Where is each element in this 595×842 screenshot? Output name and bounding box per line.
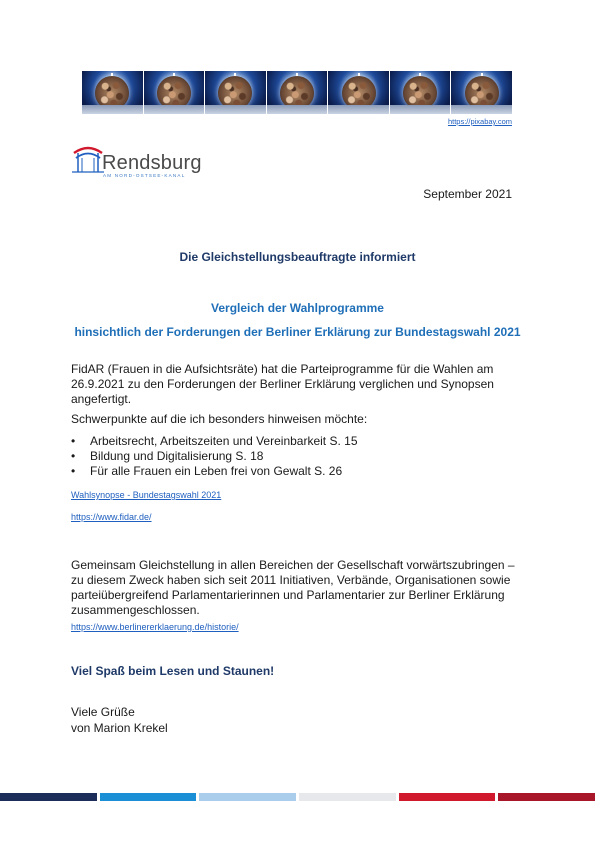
logo-wordmark: Rendsburg: [102, 152, 202, 174]
globe-faces-image: [267, 71, 328, 114]
closing-line: Viel Spaß beim Lesen und Staunen!: [71, 664, 275, 678]
page-title: Die Gleichstellungsbeauftragte informiert: [179, 250, 416, 264]
synopsis-link[interactable]: Wahlsynopse - Bundestagswahl 2021: [71, 490, 222, 500]
footer-stripe: [100, 793, 197, 801]
bullet-icon: •: [71, 449, 76, 463]
footer-stripes: [0, 793, 595, 801]
signature: von Marion Krekel: [71, 721, 168, 735]
globe-faces-image: [390, 71, 451, 114]
globe-faces-image: [144, 71, 205, 114]
footer-stripe: [299, 793, 396, 801]
list-item-text: Bildung und Digitalisierung S. 18: [90, 449, 264, 463]
logo-tagline: AM NORD-OSTSEE-KANAL: [103, 173, 186, 178]
list-item-text: Arbeitsrecht, Arbeitszeiten und Vereinbarkeit S. 15: [90, 434, 358, 448]
footer-stripe: [399, 793, 496, 801]
footer-stripe: [0, 793, 97, 801]
bullet-icon: •: [71, 434, 76, 448]
subtitle-line-2: hinsichtlich der Forderungen der Berliner Erklärung zur Bundestagswahl 2021: [74, 325, 521, 339]
focus-intro: Schwerpunkte auf die ich besonders hinweisen möchte:: [71, 412, 368, 426]
subtitle-line-1: Vergleich der Wahlprogramme: [211, 301, 384, 315]
bullet-icon: •: [71, 464, 76, 478]
image-credit-link[interactable]: https://pixabay.com: [447, 117, 512, 126]
signature-block: [71, 704, 168, 736]
berliner-link[interactable]: https://www.berlinererklaerung.de/historie/: [71, 622, 239, 632]
footer-stripe: [498, 793, 595, 801]
focus-list: [71, 434, 526, 479]
globe-faces-image: [205, 71, 266, 114]
page-subtitle: [0, 296, 595, 344]
footer-stripe: [199, 793, 296, 801]
berliner-paragraph: Gemeinsam Gleichstellung in allen Bereichen der Gesellschaft vorwärtszubringen – zu diesem Zweck haben sich seit 2011 Initiativen, Verbände, Organisationen sowie parteiübergreifend Parlamentarierinnen und Parlamentarier zur Berliner Erklärung zusammengeschlossen.: [71, 558, 515, 617]
list-item: [71, 434, 526, 449]
globe-faces-image: [328, 71, 389, 114]
document-date: September 2021: [423, 187, 512, 201]
list-item: [71, 464, 526, 479]
globe-faces-image: [82, 71, 143, 114]
list-item: [71, 449, 526, 464]
header-banner: [82, 71, 512, 114]
globe-faces-image: [451, 71, 512, 114]
intro-paragraph: FidAR (Frauen in die Aufsichtsräte) hat die Parteiprogramme für die Wahlen am 26.9.2021 zu den Forderungen der Berliner Erklärung verglichen und Synopsen angefertigt.: [71, 362, 494, 406]
greeting: Viele Grüße: [71, 705, 135, 719]
list-item-text: Für alle Frauen ein Leben frei von Gewalt S. 26: [90, 464, 343, 478]
fidar-link[interactable]: https://www.fidar.de/: [71, 512, 152, 522]
